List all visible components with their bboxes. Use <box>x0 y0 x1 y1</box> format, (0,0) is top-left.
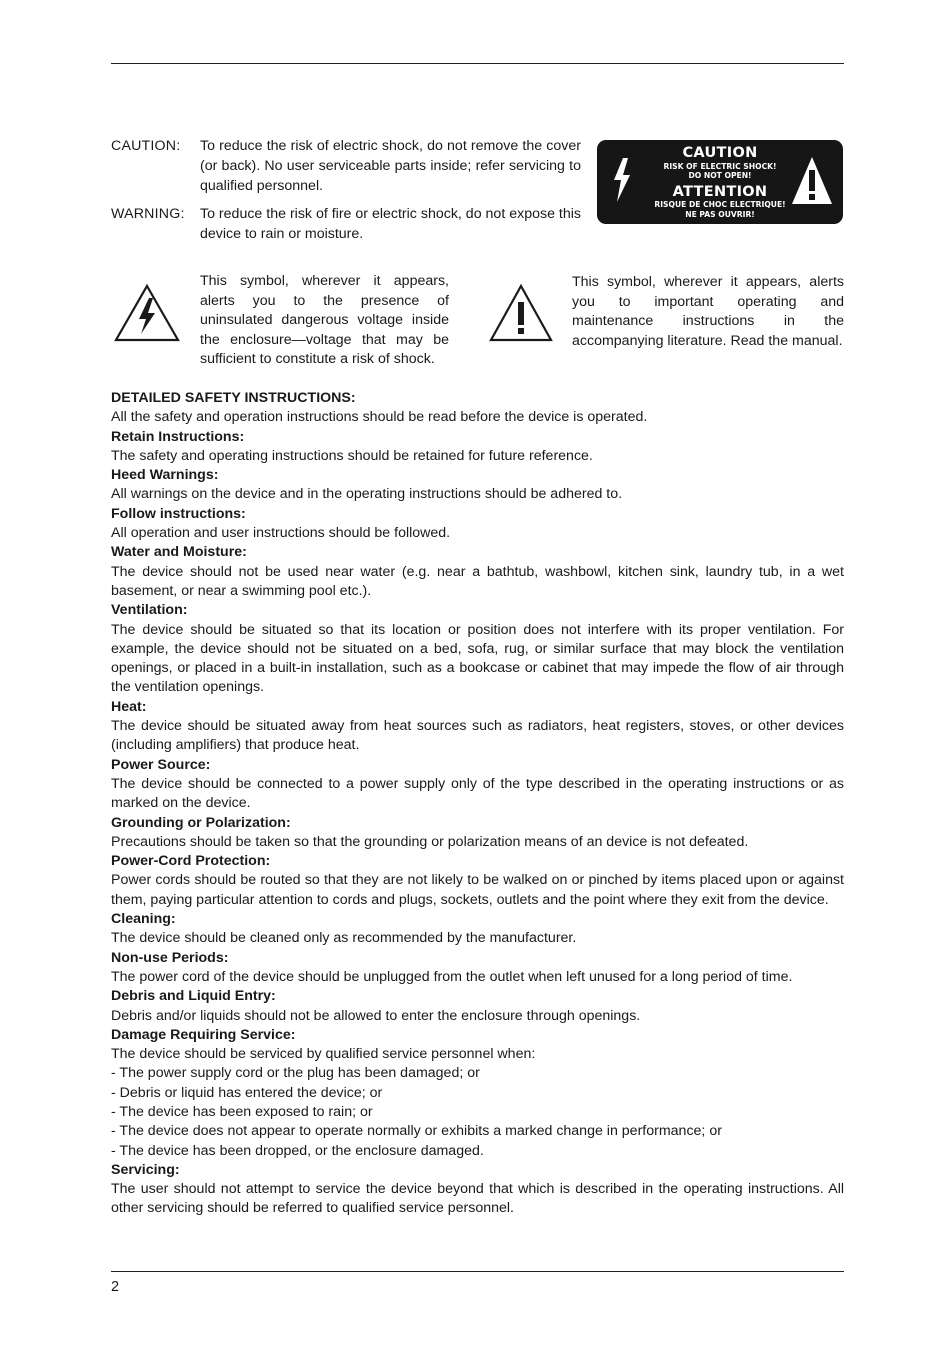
instructions-heading: DETAILED SAFETY INSTRUCTIONS: <box>111 390 356 406</box>
section-text: The power cord of the device should be unplugged from the outlet when left unused for a long period of time. <box>111 968 793 985</box>
attention-sticker-line1: RISQUE DE CHOC ELECTRIQUE! <box>654 200 786 210</box>
section-text: The device should be cleaned only as recommended by the manufacturer. <box>111 930 577 947</box>
section-title: Cleaning: <box>111 911 176 928</box>
damage-service-title: Damage Requiring Service: <box>111 1026 296 1043</box>
section-text: Power cords should be routed so that they are not likely to be walked on or pinched by items placed upon or against them, paying particular attention to cords and plugs, sockets, outlets and the point where they exit from the device. <box>111 872 844 908</box>
bottom-rule <box>111 1271 844 1272</box>
section-title: Grounding or Polarization: <box>111 814 291 831</box>
section-title: Power-Cord Protection: <box>111 853 271 870</box>
shock-symbol-description: This symbol, wherever it appears, alerts you to the presence of uninsulated dangerous voltage inside the enclosure—voltage that may be sufficient to constitute a risk of shock. <box>200 273 449 368</box>
section-title: Heed Warnings: <box>111 467 219 484</box>
warning-text: To reduce the risk of fire or electric shock, do not expose this device to rain or moisture. <box>200 206 581 242</box>
instruction-sections <box>111 428 844 1026</box>
servicing-text: The user should not attempt to service the device beyond that which is described in the operating instructions. All other servicing should be referred to qualified service personnel. <box>111 1181 844 1217</box>
attention-sticker-line2: NE PAS OUVRIR! <box>685 209 755 219</box>
section-text: Precautions should be taken so that the grounding or polarization means of an device is not defeated. <box>111 833 749 850</box>
section-text: The device should be situated so that its location or position does not interfere with its proper ventilation. For example, the device should not be situated on a bed, sofa, rug, or similar surface that may block the ventilation openings, or placed in a built-in installation, such as a bookcase or cabinet that may impede the flow of air through the ventilation openings. <box>111 621 844 696</box>
section-text: All warnings on the device and in the operating instructions should be adhered to. <box>111 486 623 503</box>
servicing-title: Servicing: <box>111 1161 180 1178</box>
section-title: Ventilation: <box>111 602 188 619</box>
page-number: 2 <box>111 1279 120 1295</box>
section-title: Debris and Liquid Entry: <box>111 988 276 1005</box>
damage-list-item: - Debris or liquid has entered the device; or <box>111 1084 383 1101</box>
exclamation-triangle-outline-icon <box>488 283 554 343</box>
section-title: Power Source: <box>111 756 211 773</box>
caution-sticker <box>597 140 843 224</box>
warning-notice <box>111 204 581 244</box>
exclamation-triangle-icon <box>790 154 834 208</box>
lightning-bolt-icon <box>611 158 633 202</box>
section-title: Non-use Periods: <box>111 949 229 966</box>
section-text: The safety and operating instructions should be retained for future reference. <box>111 447 593 464</box>
section-title: Retain Instructions: <box>111 428 245 445</box>
section-title: Heat: <box>111 698 147 715</box>
caution-notice <box>111 136 581 196</box>
damage-list-item: - The power supply cord or the plug has been damaged; or <box>111 1065 480 1082</box>
caution-text: To reduce the risk of electric shock, do not remove the cover (or back). No user serviceable parts inside; refer servicing to qualified personnel. <box>200 138 581 194</box>
manual-symbol-description: This symbol, wherever it appears, alerts you to important operating and maintenance instructions in the accompanying literature. Read the manual. <box>572 274 844 349</box>
section-title: Follow instructions: <box>111 505 246 522</box>
damage-list-item: - The device has been dropped, or the enclosure damaged. <box>111 1142 484 1159</box>
lightning-bolt-triangle-icon <box>113 283 181 343</box>
section-text: Debris and/or liquids should not be allowed to enter the enclosure through openings. <box>111 1007 641 1024</box>
section-text: The device should not be used near water (e.g. near a bathtub, washbowl, kitchen sink, laundry tub, in a wet basement, or near a swimming pool etc.). <box>111 563 844 599</box>
damage-service-list <box>111 1064 844 1160</box>
damage-list-item: - The device does not appear to operate normally or exhibits a marked change in performance; or <box>111 1123 722 1140</box>
instructions-intro: All the safety and operation instructions should be read before the device is operated. <box>111 409 648 426</box>
damage-service-intro: The device should be serviced by qualified service personnel when: <box>111 1046 536 1063</box>
section-text: The device should be situated away from heat sources such as radiators, heat registers, stoves, or other devices (including amplifiers) that produce heat. <box>111 718 844 754</box>
top-rule <box>111 63 844 64</box>
section-text: All operation and user instructions should be followed. <box>111 525 451 542</box>
section-title: Water and Moisture: <box>111 544 247 561</box>
safety-instructions <box>111 389 844 1219</box>
damage-list-item: - The device has been exposed to rain; or <box>111 1103 373 1120</box>
caution-label: CAUTION: <box>111 138 181 154</box>
warning-label: WARNING: <box>111 206 185 222</box>
caution-sticker-line2: DO NOT OPEN! <box>688 171 752 181</box>
caution-sticker-title: CAUTION <box>682 145 758 161</box>
section-text: The device should be connected to a power supply only of the type described in the operating instructions or as marked on the device. <box>111 775 844 812</box>
attention-sticker-title: ATTENTION <box>672 183 768 200</box>
caution-sticker-line1: RISK OF ELECTRIC SHOCK! <box>663 161 777 171</box>
